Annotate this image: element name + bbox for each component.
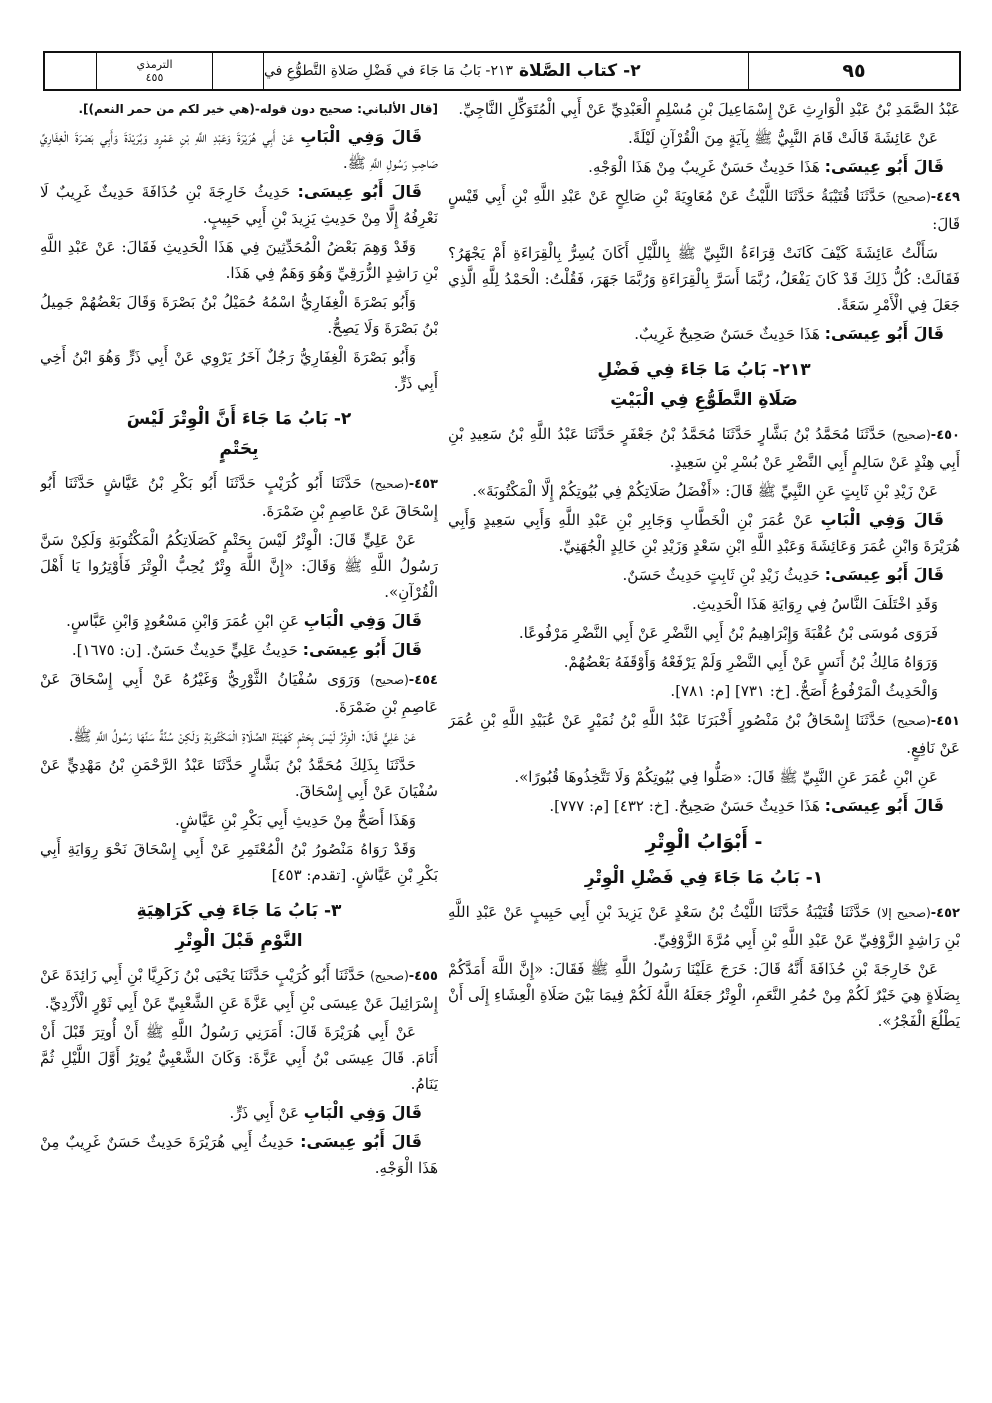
hadith-text: حَدَّثَنَا إِسْحَاقُ بْنُ مَنْصُورٍ أَخْبَرَنَا عَبْدُ اللَّهِ بْنُ نُمَيْرٍ عَنْ عُبَيْدِ اللَّهِ بْنِ عُمَرَ عَنْ نَافِعٍ. [448,711,960,757]
paragraph: وَرَوَاهُ مَالِكُ بْنُ أَنَسٍ عَنْ أَبِي النَّضْرِ وَلَمْ يَرْفَعْهُ وَأَوْقَفَهُ بَعْضُهُمْ. [563,653,938,671]
hadith-455 [40,962,438,1016]
paragraph-text: عَنْ أَبِي ذَرٍّ. [229,1104,299,1122]
paragraph [40,179,438,231]
header-empty-cell [213,53,264,89]
header-empty-cell [45,53,97,89]
paragraph-text: هَذَا حَدِيثٌ حَسَنٌ غَرِيبٌ مِنْ هَذَا الْوَجْهِ. [588,158,820,176]
grade-tag: (صحيح) [370,477,409,491]
paragraph: عَنْ عَلِيٍّ قَالَ: الْوِتْرُ لَيْسَ بِحَتْمٍ كَصَلَاتِكُمُ الْمَكْتُوبَةِ وَلَكِنْ سَنَّ رَسُولُ اللَّهِ ﷺ وَقَالَ: «إِنَّ اللَّهَ وِتْرٌ يُحِبُّ الْوِتْرَ فَأَوْتِرُوا يَا أَهْلَ الْقُرْآنِ». [40,531,438,601]
paragraph [40,1129,438,1181]
bab-heading-line: ٢- بَابُ مَا جَاءَ أَنَّ الْوِتْرَ لَيْسَ [126,409,352,429]
paragraph: وَقَدْ رَوَاهُ مَنْصُورُ بْنُ الْمُعْتَمِرِ عَنْ أَبِي إِسْحَاقَ نَحْوَ رِوَايَةِ أَبِي بَكْرِ بْنِ عَيَّاشٍ. [تقدم: ٤٥٣] [40,840,438,884]
header-book-ref [97,53,213,89]
hadith-number: ٤٥٣- [408,477,438,492]
bab-heading-line: ٢١٣- بَابُ مَا جَاءَ فِي فَضْلِ [597,360,811,380]
hadith-number: ٤٥٠- [930,428,960,443]
paragraph: وَهَذَا أَصَحُّ مِنْ حَدِيثِ أَبِي بَكْرِ بْنِ عَيَّاشٍ. [175,811,416,829]
fil-bab-label: قَالَ وَفِي الْبَابِ [820,510,944,529]
bab-heading-line: ٣- بَابُ مَا جَاءَ فِي كَرَاهِيَةِ [136,901,342,921]
paragraph: وَأَبُو بَصْرَةَ الْغِفَارِيُّ رَجُلٌ آخَرُ يَرْوِي عَنْ أَبِي ذَرٍّ وَهُوَ ابْنُ أَخِي أَبِي ذَرٍّ. [40,348,438,392]
paragraph-text: هَذَا حَدِيثٌ حَسَنٌ صَحِيحٌ غَرِيبٌ. [634,325,820,343]
page-header [43,51,961,91]
paragraph [448,793,960,819]
hadith-number: ٤٤٩- [930,190,960,205]
hadith-text: حَدَّثَنَا أَبُو كُرَيْبٍ حَدَّثَنَا يَحْيَى بْنُ زَكَرِيَّا بْنِ أَبِي زَائِدَةَ عَنْ إِسْرَائِيلَ عَنْ عِيسَى بْنِ أَبِي عَزَّةَ عَنِ الشَّعْبِيِّ عَنْ أَبِي ثَوْرٍ الْأَزْدِيِّ. [40,966,438,1012]
abu-isa-label: قَالَ أَبُو عِيسَى: [824,157,944,176]
paragraph: عَنْ زَيْدِ بْنِ ثَابِتٍ عَنِ النَّبِيِّ ﷺ قَالَ: «أَفْضَلُ صَلَاتِكُمْ فِي بُيُوتِكُمْ إِلَّا الْمَكْتُوبَةَ». [472,482,938,500]
paragraph-text: حَدِيثُ أَبِي هُرَيْرَةَ حَدِيثٌ حَسَنٌ غَرِيبٌ مِنْ هَذَا الْوَجْهِ. [40,1133,438,1177]
paragraph: عَبْدُ الصَّمَدِ بْنُ عَبْدِ الْوَارِثِ عَنْ إِسْمَاعِيلَ بْنِ مُسْلِمٍ الْعَبْدِيِّ عَنْ أَبِي الْمُتَوَكِّلِ النَّاجِيِّ. [458,100,960,118]
grade-tag: (صحيح) [892,190,931,204]
bab-title: ٢١٣- بَابُ مَا جَاءَ في فَضْلِ صَلاةِ التَّطوُّعِ في [264,63,514,79]
hadith-449 [448,183,960,237]
albani-note: [قال الألباني: صحيح دون قوله-(هي خير لكم من حمر النعم)]. [78,102,438,116]
header-chapter [264,53,749,89]
paragraph: وَقَدِ اخْتَلَفَ النَّاسُ فِي رِوَايَةِ هَذَا الْحَدِيثِ. [692,595,938,613]
paragraph [448,507,960,559]
hadith-450 [448,421,960,475]
paragraph: حَدَّثَنَا بِذَلِكَ مُحَمَّدُ بْنُ بَشَّارٍ حَدَّثَنَا عَبْدُ الرَّحْمَنِ بْنُ مَهْدِيٍّ عَنْ سُفْيَانَ عَنْ أَبِي إِسْحَاقَ. [40,756,438,800]
paragraph: وَأَبُو بَصْرَةَ الْغِفَارِيُّ اسْمُهُ حُمَيْلُ بْنُ بَصْرَةَ وَقَالَ بَعْضُهُمْ جَمِيلُ بْنُ بَصْرَةَ وَلَا يَصِحُّ. [40,293,438,337]
abu-isa-label: قَالَ أَبُو عِيسَى: [824,796,944,815]
bab-heading: ١- بَابُ مَا جَاءَ فِي فَضْلِ الْوِتْرِ [584,868,824,888]
right-column [448,96,960,1386]
paragraph [448,321,960,347]
abu-isa-label: قَالَ أَبُو عِيسَى: [297,182,422,201]
paragraph: عَنِ ابْنِ عُمَرَ عَنِ النَّبِيِّ ﷺ قَالَ: «صَلُّوا فِي بُيُوتِكُمْ وَلَا تَتَّخِذُوهَا قُبُورًا». [514,768,938,786]
fil-bab-label: قَالَ وَفِي الْبَابِ [303,1103,422,1122]
paragraph [40,608,438,634]
paragraph: عَنْ عَائِشَةَ قَالَتْ قَامَ النَّبِيُّ ﷺ بِآيَةٍ مِنَ الْقُرْآنِ لَيْلَةً. [628,129,938,147]
paragraph [40,1100,438,1126]
paragraph-text: حَدِيثُ عَلِيٍّ حَدِيثٌ حَسَنٌ. [ن: ١٦٧٥]. [71,641,298,659]
paragraph-text: عَنْ عُمَرَ بْنِ الْخَطَّابِ وَجَابِرِ بْنِ عَبْدِ اللَّهِ وَأَبِي سَعِيدٍ وَأَبِي هُرَيْرَةَ وَابْنِ عُمَرَ وَعَائِشَةَ وَعَبْدِ اللَّهِ ابْنِ سَعْدٍ وَزَيْدِ بْنِ خَالِدٍ الْجُهَنِيِّ. [448,511,960,555]
paragraph: وَالْحَدِيثُ الْمَرْفُوعُ أَصَحُّ. [خ: ٧٣١] [م: ٧٨١]. [670,682,938,700]
bab-heading [448,355,960,415]
fil-bab-label: قَالَ وَفِي الْبَابِ [303,611,422,630]
paragraph: وَقَدْ وَهِمَ بَعْضُ الْمُحَدِّثِينَ فِي هَذَا الْحَدِيثِ فَقَالَ: عَنْ عَبْدِ اللَّهِ بْنِ رَاشِدٍ الزُّرَقِيِّ وَهُوَ وَهَمٌ فِي هَذَا. [40,238,438,282]
hadith-number: ٤٥٥- [408,969,438,984]
paragraph [40,124,438,176]
grade-tag: (صحيح) [370,969,409,983]
grade-tag: (صحيح) [370,673,409,687]
left-column [40,96,438,1386]
fil-bab-label: قَالَ وَفِي الْبَابِ [300,127,423,146]
paragraph: فَرَوَى مُوسَى بْنُ عُقْبَةَ وَإِبْرَاهِيمُ بْنُ أَبِي النَّضْرِ عَنْ أَبِي النَّضْرِ مَرْفُوعًا. [518,624,938,642]
hadith-number: ٤٥١- [930,714,960,729]
book-ref-label: الترمذي [136,58,173,71]
paragraph: عَنْ عَلِيٍّ قَالَ: الْوِتْرُ لَيْسَ بِحَتْمٍ كَهَيْئَةِ الصَّلَاةِ الْمَكْتُوبَةِ وَلَكِنْ سُنَّةٌ سَنَّهَا رَسُولُ اللَّهِ ﷺ. [68,727,416,745]
paragraph-text: حَدِيثُ خَارِجَةَ بْنِ حُذَافَةَ حَدِيثٌ غَرِيبٌ لَا نَعْرِفُهُ إِلَّا مِنْ حَدِيثِ يَزِيدَ بْنِ أَبِي حَبِيبٍ. [40,183,438,227]
bab-heading-line: بِحَتْمٍ [219,439,259,459]
hadith-number: ٤٥٢- [930,906,960,921]
abwab-heading: - أَبْوَابُ الْوِتْرِ [645,831,763,853]
hadith-text: حَدَّثَنَا قُتَيْبَةُ حَدَّثَنَا اللَّيْثُ عَنْ مُعَاوِيَةَ بْنِ صَالِحٍ عَنْ عَبْدِ اللَّهِ بْنِ أَبِي قَيْسٍ قَالَ: [448,187,960,233]
paragraph-text: عَنِ ابْنِ عُمَرَ وَابْنِ مَسْعُودٍ وَابْنِ عَبَّاسٍ. [66,612,299,630]
chapter-title: كتاب الصَّلاة [519,61,618,81]
chapter-number: ٢- [623,61,641,81]
paragraph [448,154,960,180]
paragraph: سَأَلْتُ عَائِشَةَ كَيْفَ كَانَتْ قِرَاءَةُ النَّبِيِّ ﷺ بِاللَّيْلِ أَكَانَ يُسِرُّ بِالْقِرَاءَةِ أَمْ يَجْهَرُ؟ فَقَالَتْ: كُلُّ ذَلِكَ قَدْ كَانَ يَفْعَلُ، رُبَّمَا أَسَرَّ بِالْقِرَاءَةِ وَرُبَّمَا جَهَرَ، فَقُلْتُ: الْحَمْدُ لِلَّهِ الَّذِي جَعَلَ فِي الْأَمْرِ سَعَةً. [448,244,960,314]
bab-heading-line: النَّوْمِ قَبْلَ الْوِتْرِ [175,931,303,951]
paragraph: عَنْ أَبِي هُرَيْرَةَ قَالَ: أَمَرَنِي رَسُولُ اللَّهِ ﷺ أَنْ أُوتِرَ قَبْلَ أَنْ أَنَامَ. قَالَ عِيسَى بْنُ أَبِي عَزَّةَ: وَكَانَ الشَّعْبِيُّ يُوتِرُ أَوَّلَ اللَّيْلِ ثُمَّ يَنَامُ. [40,1023,438,1093]
paragraph [448,562,960,588]
grade-tag: (صحيح) [892,428,931,442]
paragraph-text: حَدِيثُ زَيْدِ بْنِ ثَابِتٍ حَدِيثٌ حَسَنٌ. [622,566,820,584]
paragraph [40,637,438,663]
abu-isa-label: قَالَ أَبُو عِيسَى: [302,640,422,659]
hadith-451 [448,707,960,761]
abu-isa-label: قَالَ أَبُو عِيسَى: [824,324,944,343]
grade-tag: (صحيح) [892,714,931,728]
hadith-number: ٤٥٤- [408,673,438,688]
hadith-text: حَدَّثَنَا مُحَمَّدُ بْنُ بَشَّارٍ حَدَّثَنَا مُحَمَّدُ بْنُ جَعْفَرٍ حَدَّثَنَا عَبْدُ اللَّهِ بْنُ سَعِيدِ بْنِ أَبِي هِنْدٍ عَنْ سَالِمٍ أَبِي النَّضْرِ عَنْ بُسْرِ بْنِ سَعِيدٍ. [448,425,960,471]
bab-heading [40,404,438,464]
hadith-text: حَدَّثَنَا أَبُو كُرَيْبٍ حَدَّثَنَا أَبُو بَكْرِ بْنُ عَيَّاشٍ حَدَّثَنَا أَبُو إِسْحَاقَ عَنْ عَاصِمِ بْنِ ضَمْرَةَ. [40,474,438,520]
book-ref-number: ٤٥٥ [145,71,164,84]
grade-tag: (صحيح إلا) [876,906,931,920]
paragraph-text: عَنْ أَبِي هُرَيْرَةَ وَعَبْدِ اللَّهِ بْنِ عَمْرٍو وَبُرَيْدَةَ وَأَبِي بَصْرَةَ الْغِفَارِيِّ صَاحِبِ رَسُولِ اللَّهِ ﷺ. [40,128,438,172]
paragraph: عَنْ خَارِجَةَ بْنِ حُذَافَةَ أَنَّهُ قَالَ: خَرَجَ عَلَيْنَا رَسُولُ اللَّهِ ﷺ فَقَالَ: «إِنَّ اللَّهَ أَمَدَّكُمْ بِصَلَاةٍ هِيَ خَيْرٌ لَكُمْ مِنْ حُمُرِ النَّعَمِ، الْوِتْرُ جَعَلَهُ اللَّهُ لَكُمْ فِيمَا بَيْنَ صَلَاةِ الْعِشَاءِ إِلَى أَنْ يَطْلُعَ الْفَجْرُ». [448,960,960,1030]
hadith-text: وَرَوَى سُفْيَانُ الثَّوْرِيُّ وَغَيْرُهُ عَنْ أَبِي إِسْحَاقَ عَنْ عَاصِمِ بْنِ ضَمْرَةَ. [40,670,438,716]
paragraph-text: هَذَا حَدِيثٌ حَسَنٌ صَحِيحٌ. [خ: ٤٣٢] [م: ٧٧٧]. [549,797,820,815]
hadith-453 [40,470,438,524]
bab-heading-line: صَلَاةِ التَّطَوُّعِ فِي الْبَيْتِ [610,390,798,410]
abu-isa-label: قَالَ أَبُو عِيسَى: [824,565,944,584]
bab-heading [40,896,438,956]
hadith-454 [40,666,438,720]
abu-isa-label: قَالَ أَبُو عِيسَى: [300,1132,422,1151]
page-number: ٩٥ [842,60,866,82]
hadith-452 [448,899,960,953]
hadith-text: حَدَّثَنَا قُتَيْبَةُ حَدَّثَنَا اللَّيْثُ بْنُ سَعْدٍ عَنْ يَزِيدَ بْنِ أَبِي حَبِيبٍ عَنْ عَبْدِ اللَّهِ بْنِ رَاشِدٍ الزَّوْفِيِّ عَنْ عَبْدِ اللَّهِ بْنِ أَبِي مُرَّةَ الزَّوْفِيِّ. [448,903,960,949]
